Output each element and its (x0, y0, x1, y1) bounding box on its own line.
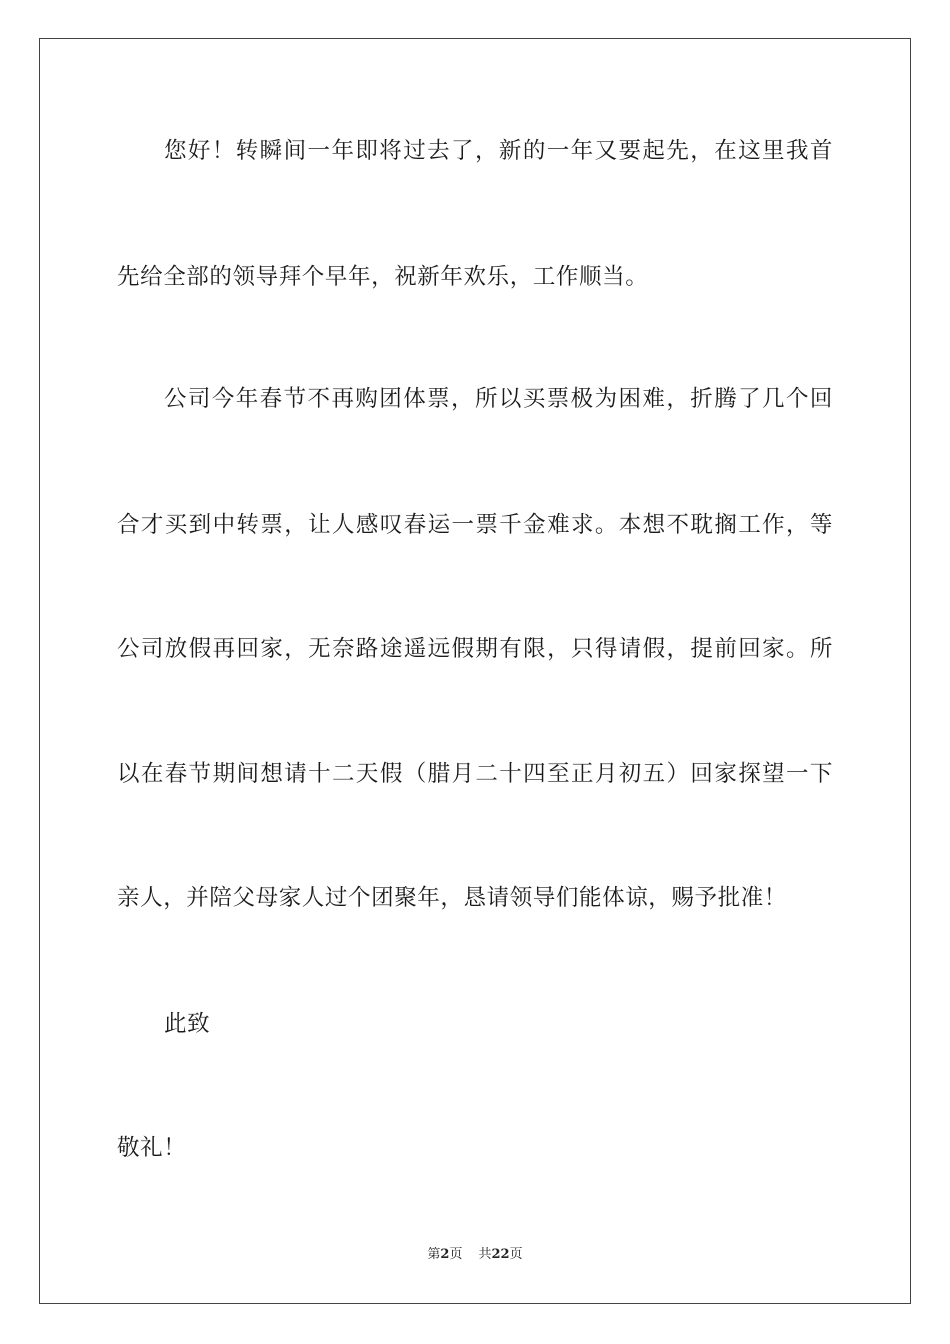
page-footer (0, 1246, 950, 1264)
total-unit: 页 (509, 1247, 523, 1262)
page-current: 2 (440, 1247, 450, 1262)
page-border (39, 38, 911, 1304)
closing-regards: 敬礼！ (117, 1135, 187, 1161)
page-unit: 页 (449, 1247, 463, 1262)
page-prefix: 第 (427, 1247, 441, 1262)
paragraph-line: 亲人，并陪父母家人过个团聚年，恳请领导们能体谅，赐予批准！ (117, 885, 787, 911)
paragraph-line: 公司今年春节不再购团体票，所以买票极为困难，折腾了几个回 (164, 386, 833, 412)
paragraph-line: 合才买到中转票，让人感叹春运一票千金难求。本想不耽搁工作，等 (117, 512, 833, 538)
paragraph-line: 先给全部的领导拜个早年，祝新年欢乐，工作顺当。 (117, 264, 649, 290)
paragraph-line: 公司放假再回家，无奈路途遥远假期有限，只得请假，提前回家。所 (117, 636, 833, 662)
total-prefix: 共 (478, 1247, 492, 1262)
paragraph-line: 您好！转瞬间一年即将过去了，新的一年又要起先，在这里我首 (164, 138, 833, 164)
closing-salutation: 此致 (164, 1011, 211, 1037)
paragraph-line: 以在春节期间想请十二天假（腊月二十四至正月初五）回家探望一下 (117, 761, 833, 787)
page-total: 22 (491, 1247, 510, 1262)
